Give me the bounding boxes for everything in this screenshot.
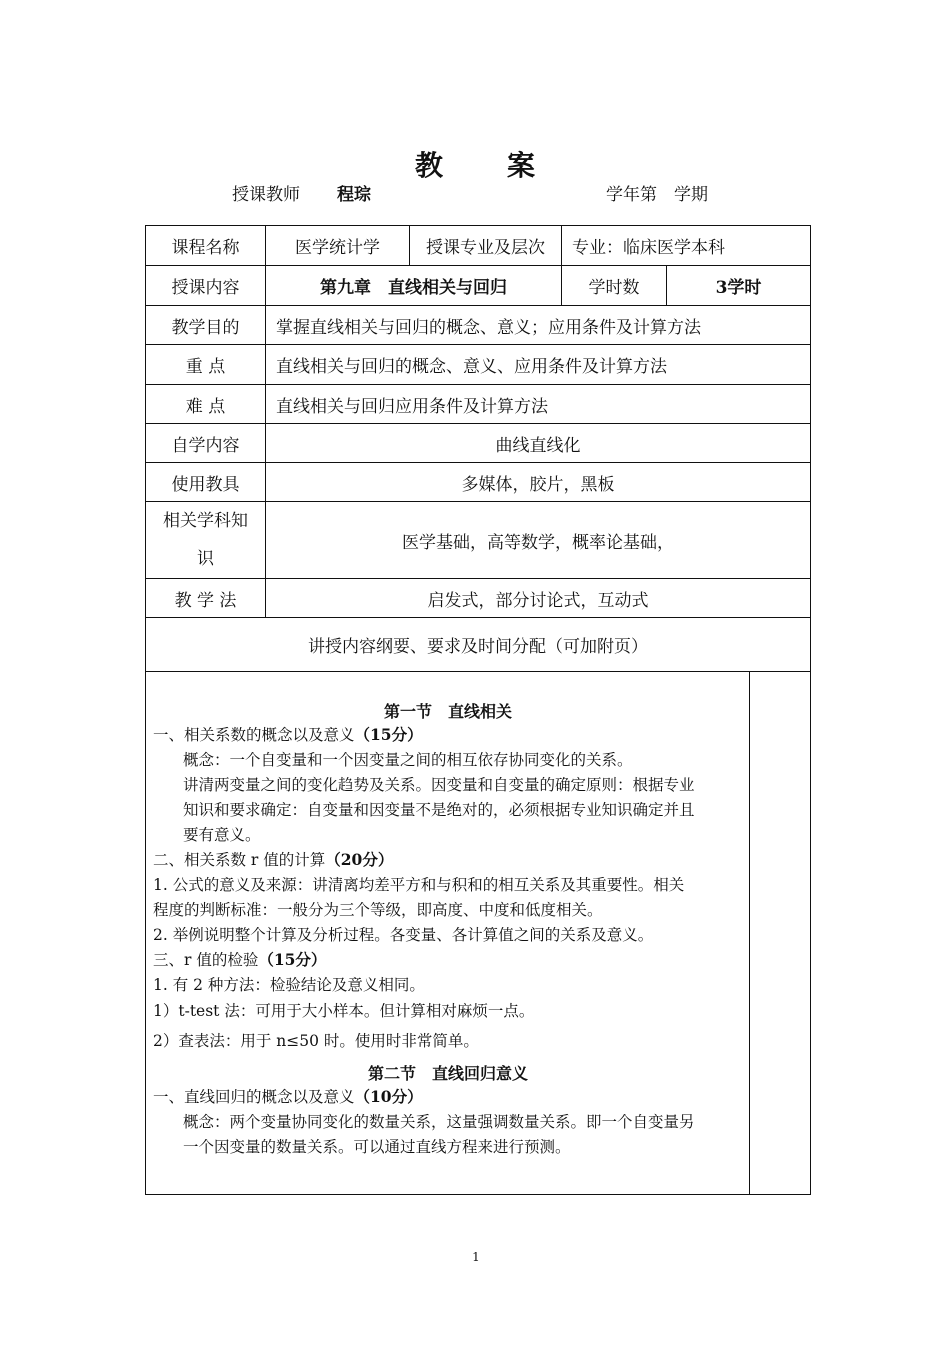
key-value: 直线相关与回归的概念、意义、应用条件及计算方法 [266, 345, 811, 385]
goal-label: 教学目的 [146, 306, 266, 345]
content-line: 1. 有 2 种方法：检验结论及意义相同。 [153, 976, 425, 994]
lesson-plan-table [145, 225, 811, 1195]
major-label: 授课专业及层次 [410, 226, 562, 266]
page-number: 1 [472, 1250, 480, 1264]
difficult-row [146, 385, 811, 424]
outline-header-row [146, 618, 811, 672]
content-line: 概念：两个变量协同变化的数量关系，这量强调数量关系。即一个自变量另 [183, 1113, 695, 1131]
content-line: 一、相关系数的概念以及意义（15分） [153, 725, 423, 744]
method-label: 教 学 法 [146, 579, 266, 618]
related-label-line2: 识 [197, 549, 214, 569]
content-line: 概念：一个自变量和一个因变量之间的相互依存协同变化的关系。 [183, 751, 633, 769]
related-label-line1: 相关学科知 [163, 511, 248, 531]
outline-header: 讲授内容纲要、要求及时间分配（可加附页） [146, 618, 811, 672]
course-row [146, 226, 811, 266]
teacher-name: 程琮 [337, 185, 371, 205]
hours-value: 3学时 [667, 266, 811, 306]
content-line: 一个因变量的数量关系。可以通过直线方程来进行预测。 [183, 1138, 571, 1156]
key-row [146, 345, 811, 385]
outline-content [146, 672, 811, 1195]
section-2-title: 第二节 直线回归意义 [367, 1064, 528, 1083]
goal-value: 掌握直线相关与回归的概念、意义；应用条件及计算方法 [266, 306, 811, 345]
page-title [0, 144, 952, 184]
title-char-1: 教 [414, 149, 445, 182]
content-line: 2）查表法：用于 n≤50 时。使用时非常简单。 [153, 1032, 479, 1050]
outline-content-row [146, 672, 811, 1195]
tools-row [146, 463, 811, 502]
content-line: 要有意义。 [183, 826, 261, 844]
outline-text-area [146, 672, 750, 1194]
teacher-label: 授课教师 [232, 185, 300, 205]
content-row [146, 266, 811, 306]
related-label [146, 502, 266, 579]
method-row [146, 579, 811, 618]
goal-row [146, 306, 811, 345]
selfstudy-row [146, 424, 811, 463]
selfstudy-value: 曲线直线化 [266, 424, 811, 463]
key-label: 重 点 [146, 345, 266, 385]
content-line: 三、r 值的检验（15分） [153, 950, 327, 969]
content-line: 2. 举例说明整个计算及分析过程。各变量、各计算值之间的关系及意义。 [153, 926, 654, 944]
content-label: 授课内容 [146, 266, 266, 306]
content-line: 程度的判断标准：一般分为三个等级，即高度、中度和低度相关。 [153, 901, 603, 919]
selfstudy-label: 自学内容 [146, 424, 266, 463]
content-line: 二、相关系数 r 值的计算（20分） [153, 850, 394, 869]
content-line: 一、直线回归的概念以及意义（10分） [153, 1087, 423, 1106]
difficult-label: 难 点 [146, 385, 266, 424]
content-line: 1）t-test 法：可用于大小样本。但计算相对麻烦一点。 [153, 1002, 535, 1020]
content-line: 讲清两变量之间的变化趋势及关系。因变量和自变量的确定原则：根据专业 [183, 776, 695, 794]
content-line: 知识和要求确定：自变量和因变量不是绝对的，必须根据专业知识确定并且 [183, 801, 695, 819]
course-label: 课程名称 [146, 226, 266, 266]
section-1-title: 第一节 直线相关 [383, 702, 512, 721]
method-value: 启发式，部分讨论式，互动式 [266, 579, 811, 618]
content-value: 第九章 直线相关与回归 [266, 266, 562, 306]
content-line: 1. 公式的意义及来源：讲清离均差平方和与积和的相互关系及其重要性。相关 [153, 876, 685, 894]
difficult-value: 直线相关与回归应用条件及计算方法 [266, 385, 811, 424]
term-label: 学年第 学期 [606, 185, 708, 205]
tools-label: 使用教具 [146, 463, 266, 502]
course-value: 医学统计学 [266, 226, 410, 266]
hours-label: 学时数 [562, 266, 667, 306]
related-value: 医学基础，高等数学，概率论基础， [266, 502, 811, 579]
related-row [146, 502, 811, 579]
title-char-2: 案 [507, 149, 538, 182]
tools-value: 多媒体，胶片，黑板 [266, 463, 811, 502]
major-value: 专业：临床医学本科 [562, 226, 811, 266]
